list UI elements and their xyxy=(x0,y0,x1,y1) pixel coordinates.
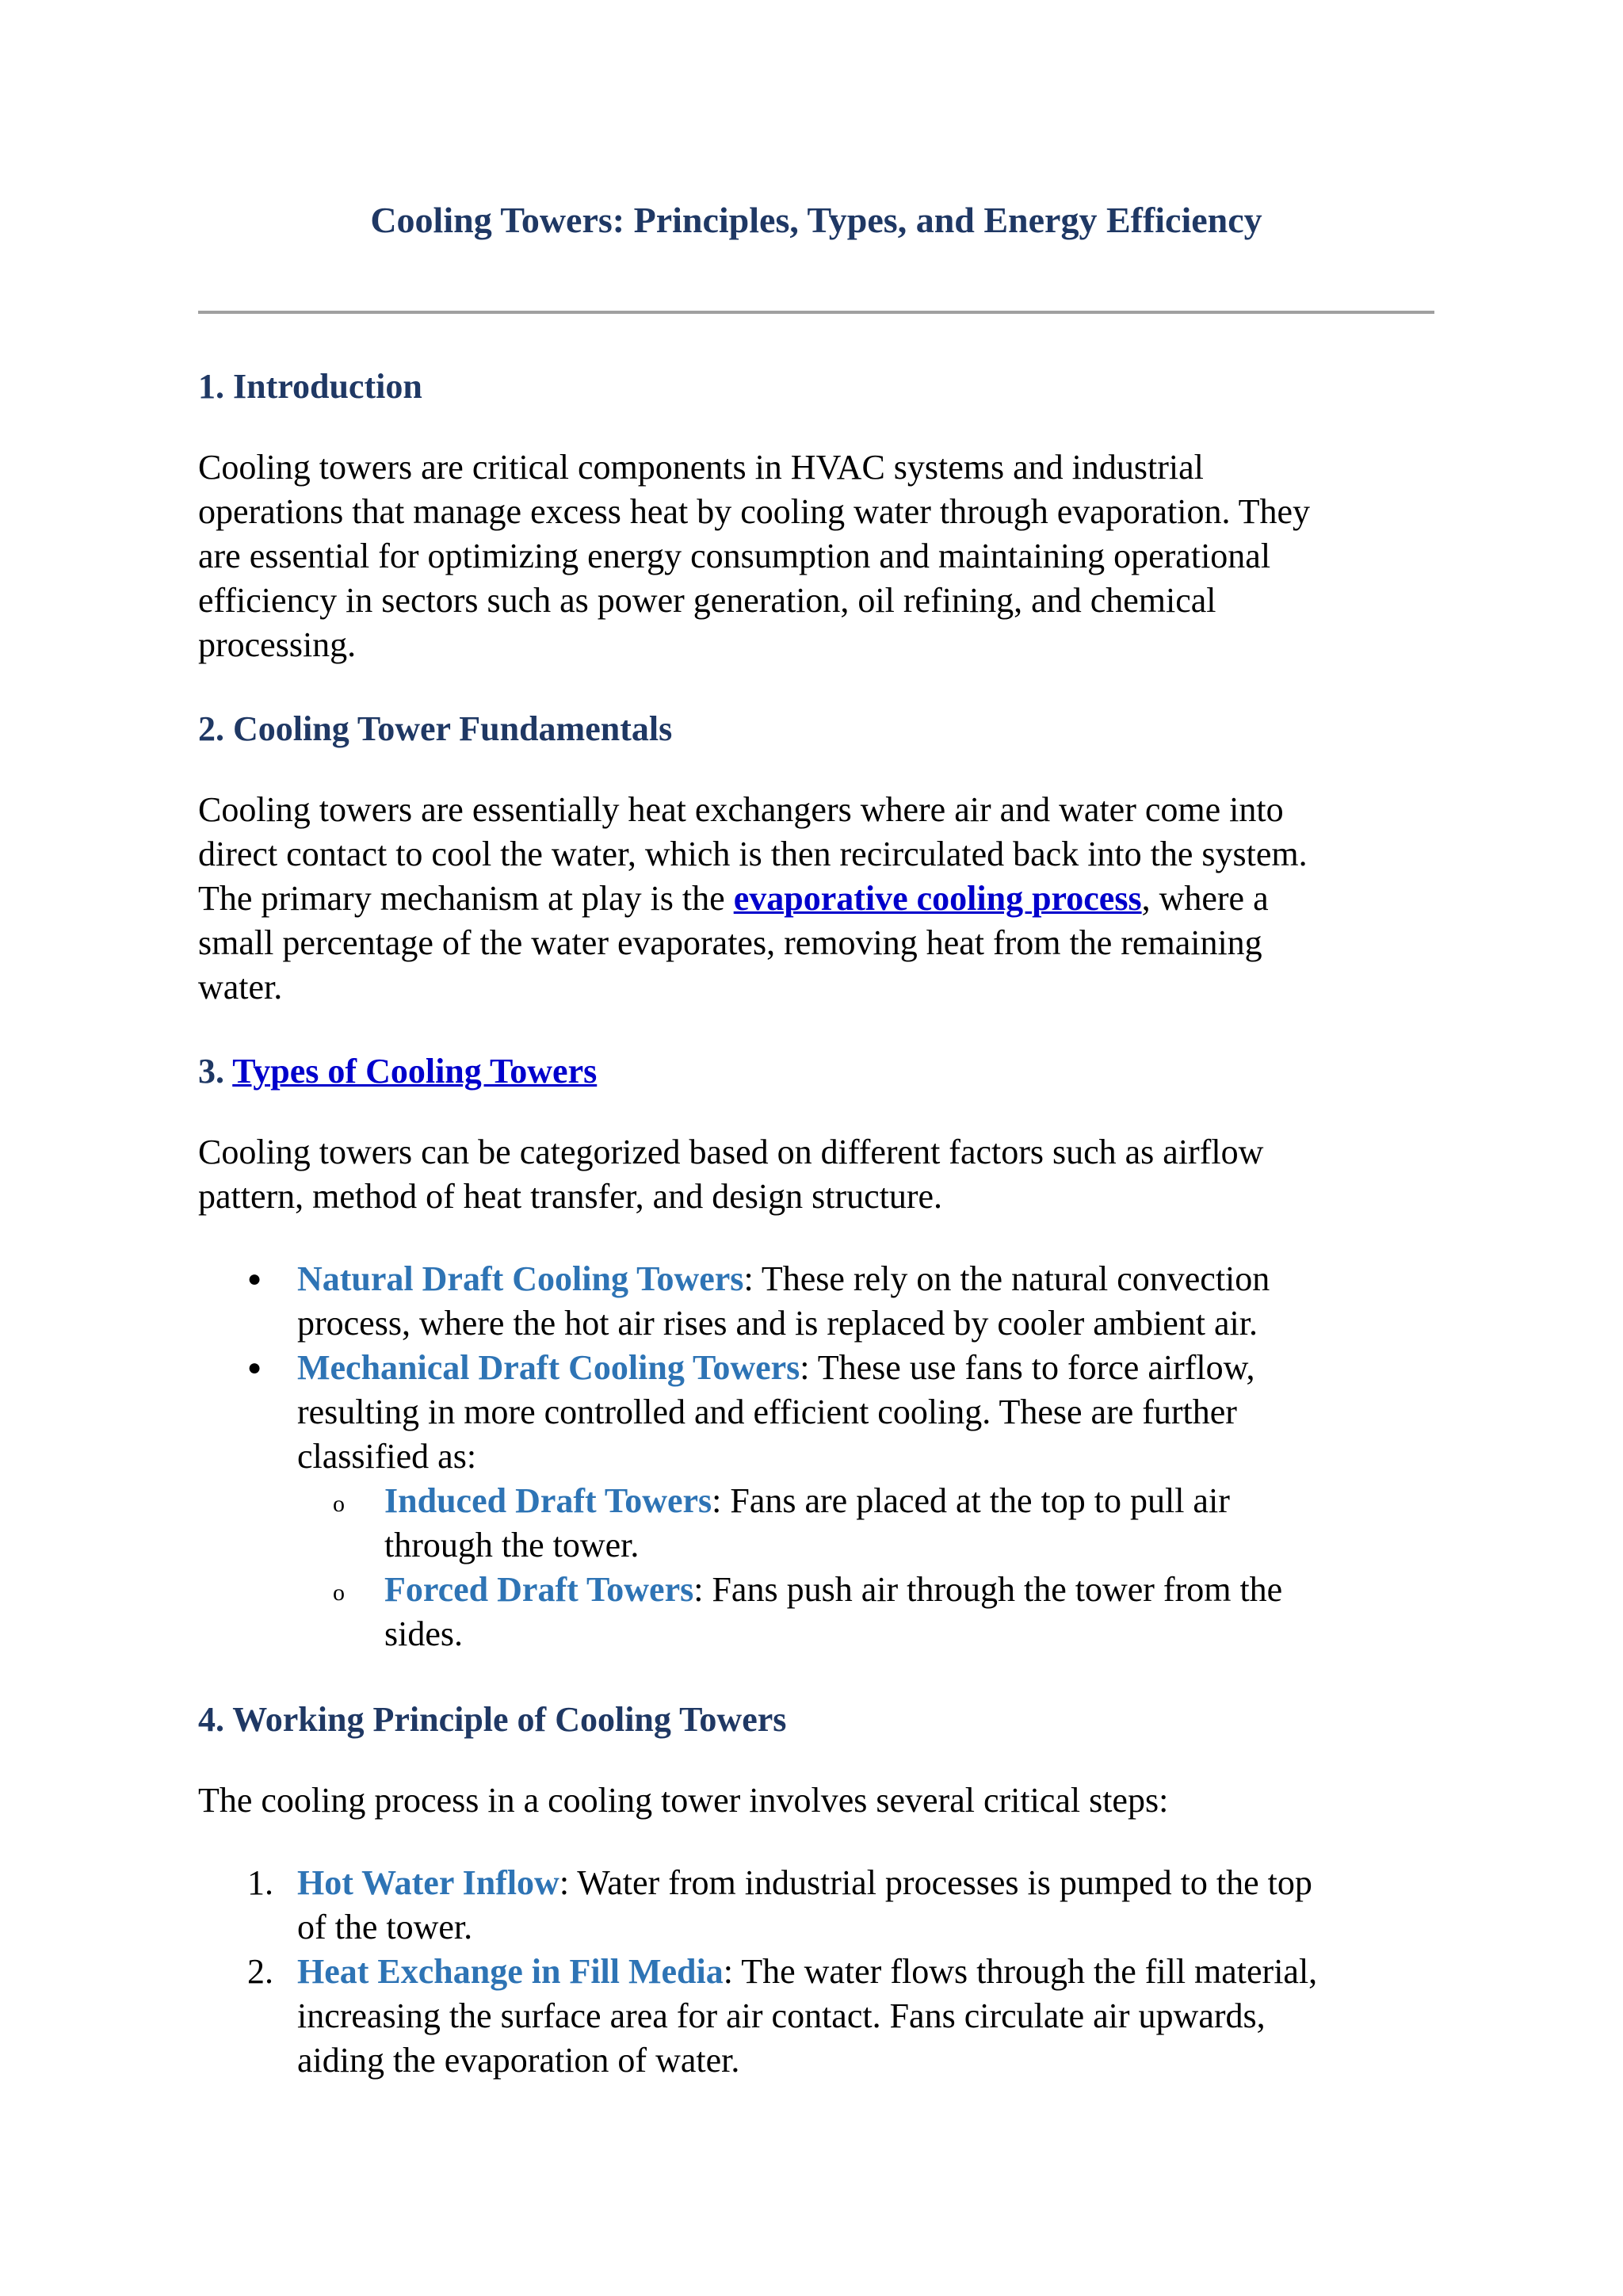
heading-fundamentals: 2. Cooling Tower Fundamentals xyxy=(198,709,673,748)
step-hot-water-inflow xyxy=(198,1861,1434,1950)
text-segment: : The water flows through the fill material, xyxy=(723,1952,1318,1991)
list-item-natural-draft xyxy=(198,1257,1434,1346)
bullet-icon: ● xyxy=(247,1266,262,1292)
document-title: Cooling Towers: Principles, Types, and Energy Efficiency xyxy=(370,200,1262,240)
text-line: are essential for optimizing energy consumption and maintaining operational xyxy=(198,537,1271,575)
text-line: of the tower. xyxy=(297,1908,473,1946)
step-heat-exchange xyxy=(198,1950,1434,2083)
text-line xyxy=(297,1346,1434,1390)
introduction-paragraph xyxy=(198,445,1434,667)
text-line: sides. xyxy=(384,1614,463,1653)
term-forced-draft: Forced Draft Towers xyxy=(384,1570,694,1609)
text-line: Cooling towers are essentially heat exchangers where air and water come into xyxy=(198,790,1284,829)
text-segment: : These rely on the natural convection xyxy=(743,1259,1270,1298)
circle-bullet-icon: o xyxy=(333,1580,345,1606)
text-segment: : Fans push air through the tower from the xyxy=(693,1570,1283,1609)
text-line: Cooling towers are critical components in HVAC systems and industrial xyxy=(198,448,1204,487)
term-natural-draft: Natural Draft Cooling Towers xyxy=(297,1259,744,1298)
evaporative-cooling-link[interactable]: evaporative cooling process xyxy=(733,879,1142,918)
text-line: classified as: xyxy=(297,1437,477,1476)
sub-list-item-forced-draft xyxy=(198,1568,1434,1656)
text-line xyxy=(297,1257,1434,1301)
sub-list-item-induced-draft xyxy=(198,1479,1434,1568)
text-line: small percentage of the water evaporates, removing heat from the remaining xyxy=(198,923,1262,962)
list-item-mechanical-draft xyxy=(198,1346,1434,1479)
text-segment: The primary mechanism at play is the xyxy=(198,879,734,918)
term-hot-water-inflow: Hot Water Inflow xyxy=(297,1863,559,1902)
text-line: aiding the evaporation of water. xyxy=(297,2041,740,2080)
fundamentals-paragraph xyxy=(198,788,1434,1010)
text-line: processing. xyxy=(198,625,357,664)
term-heat-exchange: Heat Exchange in Fill Media xyxy=(297,1952,724,1991)
circle-bullet-icon: o xyxy=(333,1491,345,1517)
text-line: Cooling towers can be categorized based on different factors such as airflow xyxy=(198,1133,1264,1171)
term-mechanical-draft: Mechanical Draft Cooling Towers xyxy=(297,1348,800,1387)
text-line xyxy=(297,1950,1434,1994)
text-line xyxy=(384,1568,1434,1612)
working-intro-paragraph: The cooling process in a cooling tower involves several critical steps: xyxy=(198,1781,1169,1820)
heading-working-principle: 4. Working Principle of Cooling Towers xyxy=(198,1700,787,1739)
types-of-cooling-towers-link[interactable]: Types of Cooling Towers xyxy=(232,1052,598,1091)
text-line xyxy=(198,877,1434,921)
text-line: water. xyxy=(198,968,283,1007)
text-line: pattern, method of heat transfer, and design structure. xyxy=(198,1177,943,1216)
text-segment: : Fans are placed at the top to pull air xyxy=(712,1481,1230,1520)
text-line: resulting in more controlled and efficient cooling. These are further xyxy=(297,1392,1237,1431)
types-list xyxy=(198,1257,1434,1656)
text-line xyxy=(384,1479,1434,1523)
text-line xyxy=(297,1861,1434,1905)
heading-number: 3. xyxy=(198,1052,233,1091)
step-number: 2. xyxy=(247,1952,273,1991)
title-divider xyxy=(198,311,1434,314)
bullet-icon: ● xyxy=(247,1354,262,1381)
text-segment: : Water from industrial processes is pumped to the top xyxy=(559,1863,1312,1902)
text-line: direct contact to cool the water, which is then recirculated back into the system. xyxy=(198,835,1308,873)
term-induced-draft: Induced Draft Towers xyxy=(384,1481,712,1520)
text-line: through the tower. xyxy=(384,1526,640,1564)
heading-introduction: 1. Introduction xyxy=(198,367,422,406)
text-segment: : These use fans to force airflow, xyxy=(800,1348,1255,1387)
text-line: increasing the surface area for air contact. Fans circulate air upwards, xyxy=(297,1996,1266,2035)
types-intro-paragraph xyxy=(198,1130,1434,1219)
text-line: process, where the hot air rises and is replaced by cooler ambient air. xyxy=(297,1304,1258,1343)
text-line: efficiency in sectors such as power generation, oil refining, and chemical xyxy=(198,581,1216,620)
heading-types xyxy=(198,1048,597,1095)
text-line: operations that manage excess heat by cooling water through evaporation. They xyxy=(198,492,1311,531)
working-steps-list xyxy=(198,1861,1434,2083)
text-segment: , where a xyxy=(1141,879,1269,918)
step-number: 1. xyxy=(247,1863,273,1902)
